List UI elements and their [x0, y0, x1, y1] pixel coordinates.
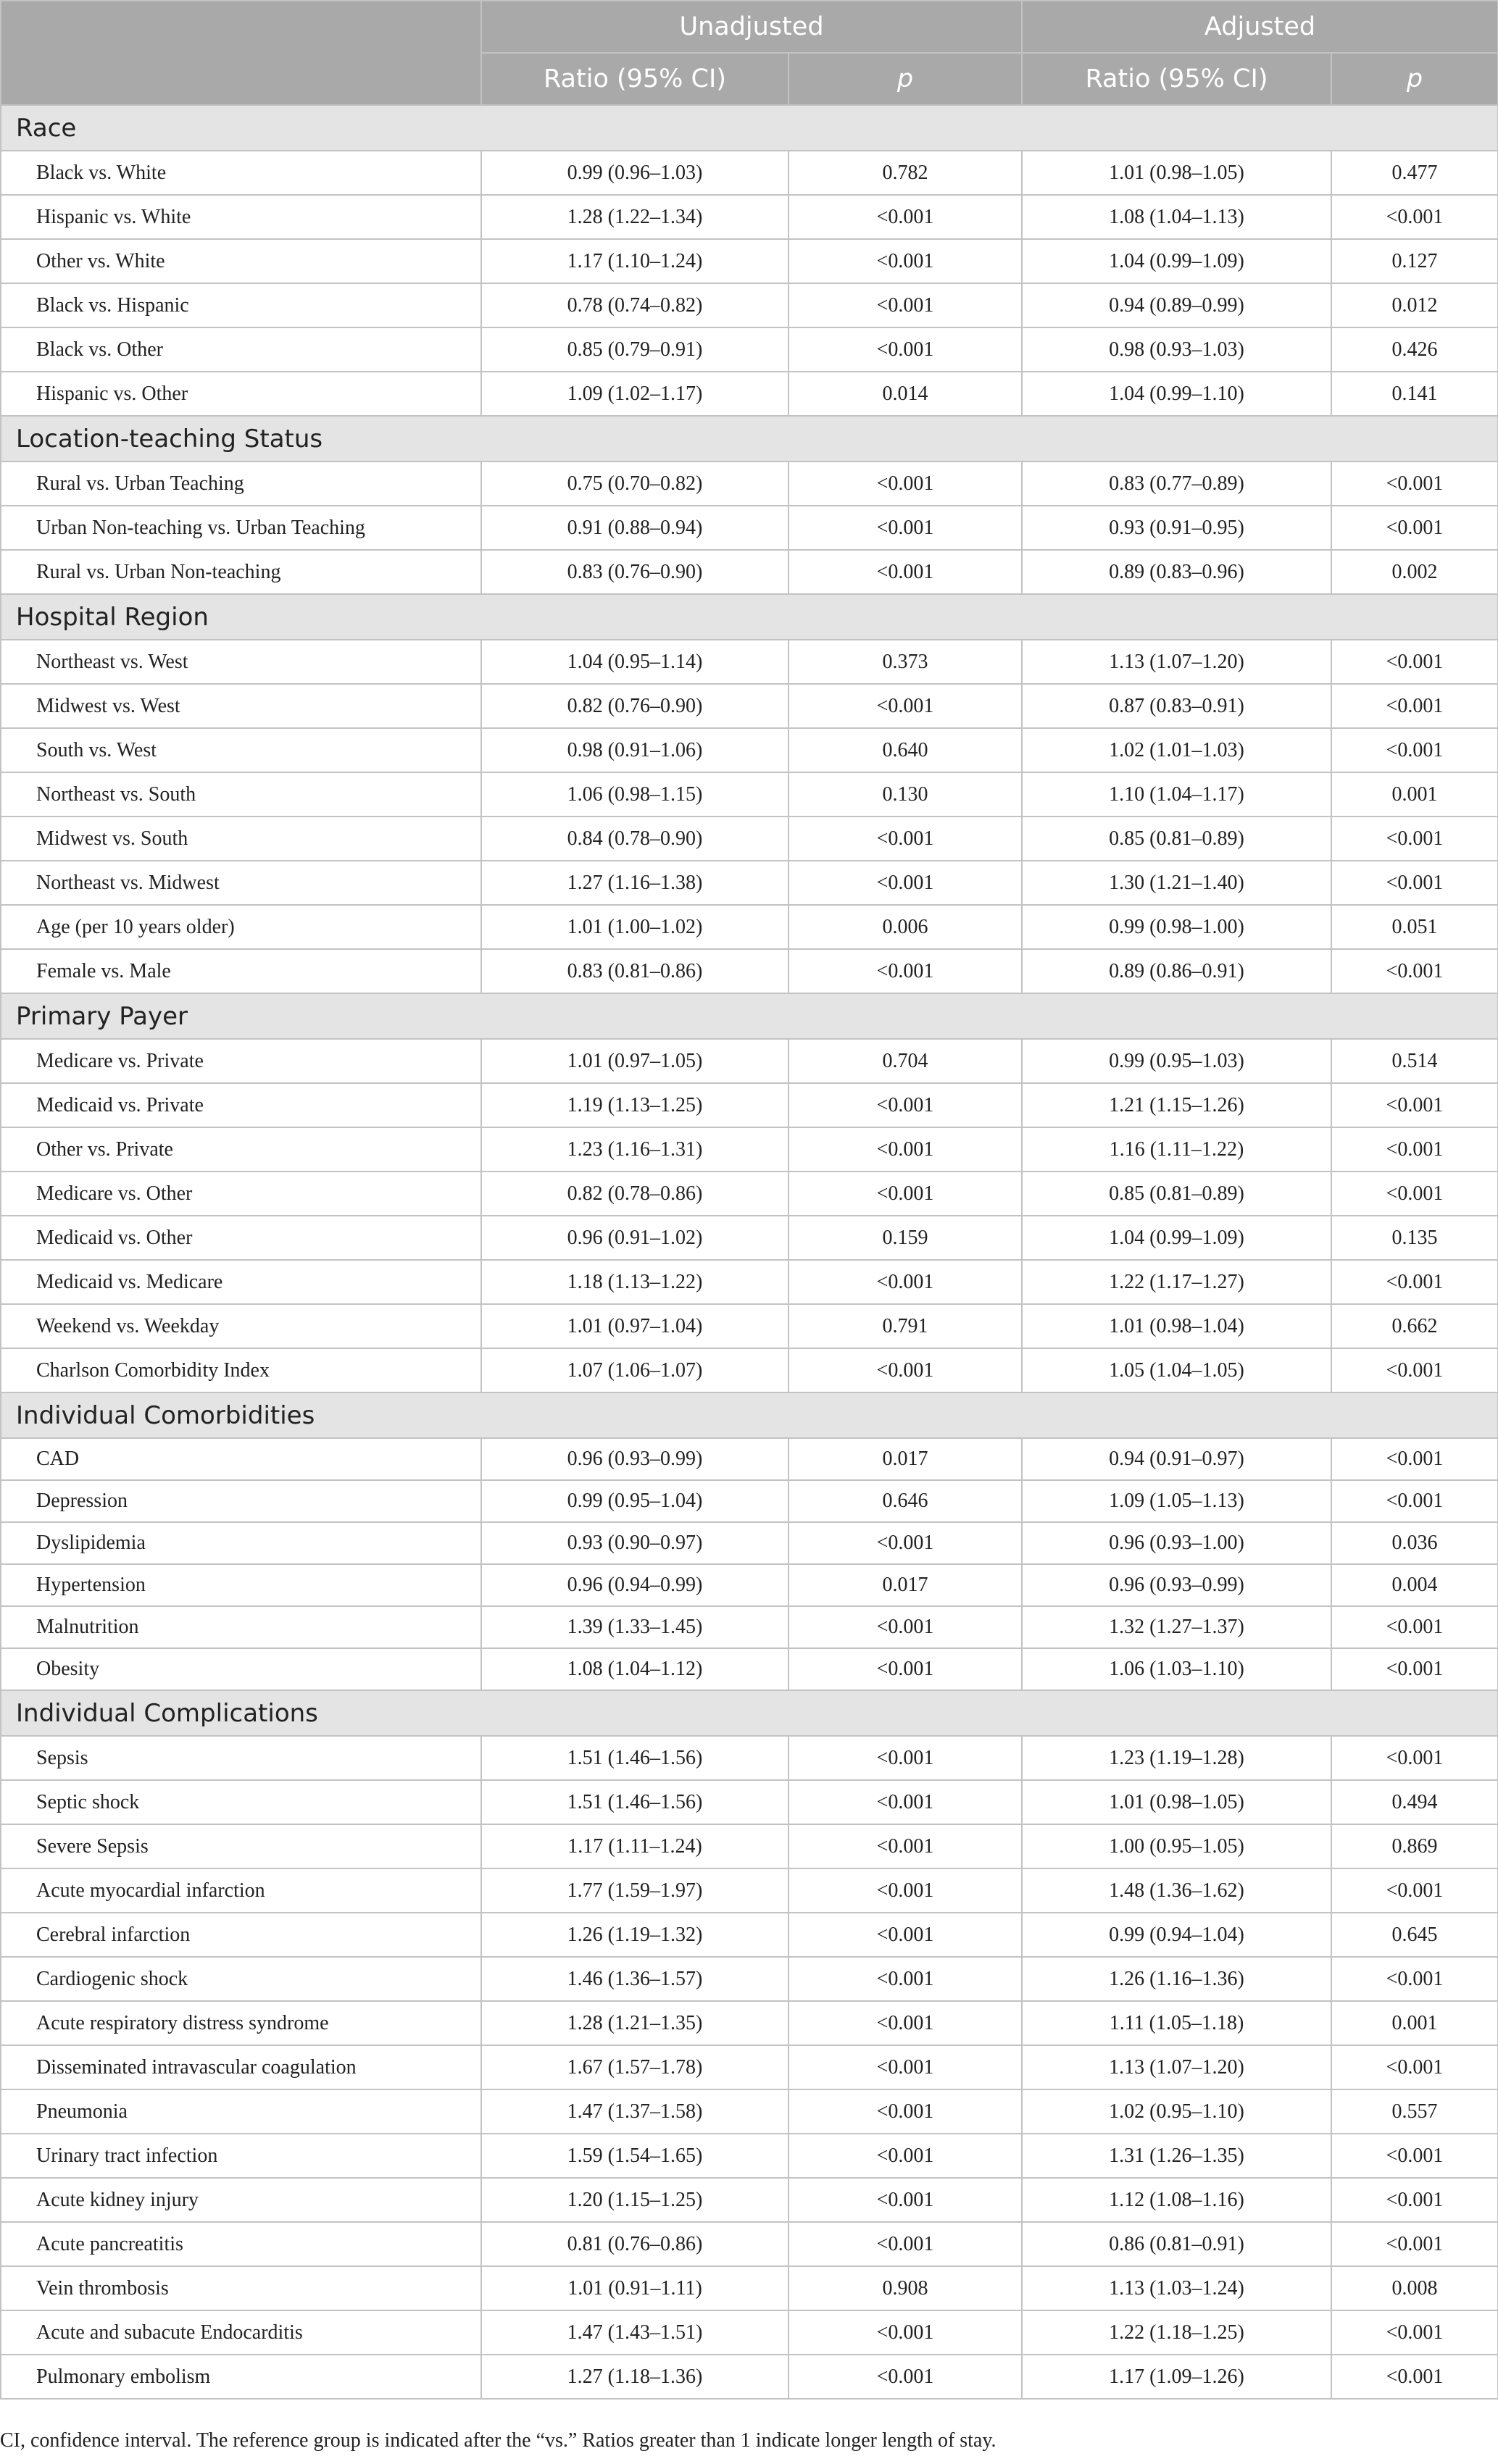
unadjusted-p-cell: 0.782: [788, 151, 1022, 195]
unadjusted-ratio-cell: 1.04 (0.95–1.14): [481, 640, 788, 684]
adjusted-p-cell: 0.001: [1331, 2001, 1498, 2045]
row-label-cell: Pneumonia: [1, 2089, 481, 2134]
table-row: [1, 2178, 1498, 2222]
unadjusted-p-cell: 0.014: [788, 372, 1022, 416]
unadjusted-p-cell: <0.001: [788, 861, 1022, 905]
adjusted-p-cell: 0.004: [1331, 1564, 1498, 1606]
adjusted-p-cell: 0.426: [1331, 327, 1498, 372]
adjusted-ratio-cell: 1.06 (1.03–1.10): [1022, 1648, 1331, 1690]
adjusted-p-cell: <0.001: [1331, 684, 1498, 728]
unadjusted-p-cell: <0.001: [788, 1868, 1022, 1913]
adjusted-ratio-cell: 1.02 (0.95–1.10): [1022, 2089, 1331, 2134]
adjusted-p-cell: <0.001: [1331, 640, 1498, 684]
table-row: [1, 1522, 1498, 1564]
section-title: Hospital Region: [1, 594, 1498, 640]
unadjusted-p-cell: <0.001: [788, 2310, 1022, 2355]
section-header-row: [1, 105, 1498, 151]
table-row: [1, 1736, 1498, 1780]
row-label-cell: Age (per 10 years older): [1, 905, 481, 949]
unadjusted-p-cell: <0.001: [788, 2355, 1022, 2399]
row-label-cell: Urban Non-teaching vs. Urban Teaching: [1, 506, 481, 550]
header-unadjusted-p: p: [788, 53, 1022, 105]
adjusted-ratio-cell: 1.17 (1.09–1.26): [1022, 2355, 1331, 2399]
adjusted-ratio-cell: 0.99 (0.98–1.00): [1022, 905, 1331, 949]
adjusted-p-cell: 0.051: [1331, 905, 1498, 949]
unadjusted-ratio-cell: 0.82 (0.78–0.86): [481, 1172, 788, 1216]
unadjusted-ratio-cell: 1.39 (1.33–1.45): [481, 1606, 788, 1648]
unadjusted-ratio-cell: 1.18 (1.13–1.22): [481, 1260, 788, 1304]
section-title: Individual Comorbidities: [1, 1392, 1498, 1438]
adjusted-ratio-cell: 1.04 (0.99–1.09): [1022, 239, 1331, 283]
adjusted-ratio-cell: 1.22 (1.17–1.27): [1022, 1260, 1331, 1304]
unadjusted-ratio-cell: 1.28 (1.21–1.35): [481, 2001, 788, 2045]
adjusted-p-cell: <0.001: [1331, 1260, 1498, 1304]
unadjusted-p-cell: 0.646: [788, 1480, 1022, 1522]
adjusted-ratio-cell: 1.48 (1.36–1.62): [1022, 1868, 1331, 1913]
unadjusted-ratio-cell: 1.07 (1.06–1.07): [481, 1348, 788, 1392]
adjusted-p-cell: <0.001: [1331, 1348, 1498, 1392]
table-row: [1, 949, 1498, 993]
unadjusted-p-cell: <0.001: [788, 2089, 1022, 2134]
unadjusted-p-cell: <0.001: [788, 1127, 1022, 1172]
adjusted-p-cell: <0.001: [1331, 2222, 1498, 2266]
unadjusted-ratio-cell: 0.99 (0.96–1.03): [481, 151, 788, 195]
row-label-cell: Acute myocardial infarction: [1, 1868, 481, 1913]
row-label-cell: Acute respiratory distress syndrome: [1, 2001, 481, 2045]
table-row: [1, 1480, 1498, 1522]
adjusted-p-cell: <0.001: [1331, 1127, 1498, 1172]
table-row: [1, 1172, 1498, 1216]
header-adjusted: Adjusted: [1022, 1, 1498, 53]
table-header: [1, 1, 1498, 105]
adjusted-ratio-cell: 0.85 (0.81–0.89): [1022, 1172, 1331, 1216]
table-row: [1, 1957, 1498, 2001]
unadjusted-ratio-cell: 1.17 (1.11–1.24): [481, 1824, 788, 1868]
unadjusted-p-cell: <0.001: [788, 327, 1022, 372]
adjusted-ratio-cell: 1.32 (1.27–1.37): [1022, 1606, 1331, 1648]
adjusted-p-cell: 0.557: [1331, 2089, 1498, 2134]
unadjusted-ratio-cell: 1.27 (1.18–1.36): [481, 2355, 788, 2399]
adjusted-p-cell: 0.008: [1331, 2266, 1498, 2310]
adjusted-ratio-cell: 0.94 (0.89–0.99): [1022, 283, 1331, 327]
unadjusted-p-cell: 0.704: [788, 1039, 1022, 1083]
row-label-cell: Female vs. Male: [1, 949, 481, 993]
adjusted-ratio-cell: 1.26 (1.16–1.36): [1022, 1957, 1331, 2001]
adjusted-p-cell: 0.662: [1331, 1304, 1498, 1348]
adjusted-ratio-cell: 0.89 (0.83–0.96): [1022, 550, 1331, 594]
row-label-cell: Northeast vs. South: [1, 772, 481, 817]
adjusted-ratio-cell: 1.13 (1.07–1.20): [1022, 640, 1331, 684]
adjusted-ratio-cell: 1.01 (0.98–1.04): [1022, 1304, 1331, 1348]
table-row: [1, 684, 1498, 728]
row-label-cell: South vs. West: [1, 728, 481, 772]
row-label-cell: Medicaid vs. Medicare: [1, 1260, 481, 1304]
row-label-cell: Medicaid vs. Private: [1, 1083, 481, 1127]
unadjusted-ratio-cell: 1.47 (1.37–1.58): [481, 2089, 788, 2134]
table-row: [1, 2134, 1498, 2178]
unadjusted-p-cell: <0.001: [788, 1648, 1022, 1690]
adjusted-ratio-cell: 1.31 (1.26–1.35): [1022, 2134, 1331, 2178]
adjusted-ratio-cell: 1.22 (1.18–1.25): [1022, 2310, 1331, 2355]
table-row: [1, 2266, 1498, 2310]
row-label-cell: Rural vs. Urban Non-teaching: [1, 550, 481, 594]
row-label-cell: Cardiogenic shock: [1, 1957, 481, 2001]
section-header-row: [1, 1392, 1498, 1438]
unadjusted-ratio-cell: 1.17 (1.10–1.24): [481, 239, 788, 283]
table-row: [1, 1348, 1498, 1392]
table-row: [1, 550, 1498, 594]
section-header-row: [1, 594, 1498, 640]
adjusted-p-cell: <0.001: [1331, 2178, 1498, 2222]
unadjusted-p-cell: <0.001: [788, 2222, 1022, 2266]
adjusted-p-cell: 0.036: [1331, 1522, 1498, 1564]
unadjusted-p-cell: <0.001: [788, 1957, 1022, 2001]
table-row: [1, 2045, 1498, 2089]
unadjusted-p-cell: <0.001: [788, 1736, 1022, 1780]
adjusted-ratio-cell: 0.98 (0.93–1.03): [1022, 327, 1331, 372]
unadjusted-p-cell: 0.159: [788, 1216, 1022, 1260]
row-label-cell: Pulmonary embolism: [1, 2355, 481, 2399]
unadjusted-p-cell: <0.001: [788, 2045, 1022, 2089]
table-row: [1, 2310, 1498, 2355]
row-label-cell: Vein thrombosis: [1, 2266, 481, 2310]
table-row: [1, 1868, 1498, 1913]
row-label-cell: Cerebral infarction: [1, 1913, 481, 1957]
section-title: Individual Complications: [1, 1690, 1498, 1736]
table-row: [1, 1913, 1498, 1957]
adjusted-p-cell: <0.001: [1331, 506, 1498, 550]
unadjusted-p-cell: <0.001: [788, 1780, 1022, 1824]
unadjusted-p-cell: <0.001: [788, 1606, 1022, 1648]
unadjusted-p-cell: 0.017: [788, 1564, 1022, 1606]
unadjusted-ratio-cell: 1.67 (1.57–1.78): [481, 2045, 788, 2089]
unadjusted-ratio-cell: 0.99 (0.95–1.04): [481, 1480, 788, 1522]
table-row: [1, 372, 1498, 416]
unadjusted-ratio-cell: 1.23 (1.16–1.31): [481, 1127, 788, 1172]
unadjusted-p-cell: <0.001: [788, 462, 1022, 506]
header-adjusted-p: p: [1331, 53, 1498, 105]
row-label-cell: Acute and subacute Endocarditis: [1, 2310, 481, 2355]
unadjusted-p-cell: <0.001: [788, 1260, 1022, 1304]
adjusted-p-cell: 0.869: [1331, 1824, 1498, 1868]
adjusted-ratio-cell: 0.99 (0.94–1.04): [1022, 1913, 1331, 1957]
row-label-cell: Medicare vs. Private: [1, 1039, 481, 1083]
adjusted-p-cell: <0.001: [1331, 1172, 1498, 1216]
row-label-cell: Depression: [1, 1480, 481, 1522]
adjusted-p-cell: 0.012: [1331, 283, 1498, 327]
table-row: [1, 1304, 1498, 1348]
table-row: [1, 327, 1498, 372]
unadjusted-ratio-cell: 0.78 (0.74–0.82): [481, 283, 788, 327]
row-label-cell: Other vs. White: [1, 239, 481, 283]
row-label-cell: Septic shock: [1, 1780, 481, 1824]
table-row: [1, 772, 1498, 817]
adjusted-ratio-cell: 1.23 (1.19–1.28): [1022, 1736, 1331, 1780]
adjusted-p-cell: <0.001: [1331, 1083, 1498, 1127]
table-row: [1, 1083, 1498, 1127]
table-row: [1, 195, 1498, 239]
unadjusted-ratio-cell: 1.77 (1.59–1.97): [481, 1868, 788, 1913]
adjusted-p-cell: <0.001: [1331, 195, 1498, 239]
header-unadjusted-ratio: Ratio (95% CI): [481, 53, 788, 105]
adjusted-ratio-cell: 1.05 (1.04–1.05): [1022, 1348, 1331, 1392]
row-label-cell: Midwest vs. West: [1, 684, 481, 728]
unadjusted-p-cell: 0.640: [788, 728, 1022, 772]
adjusted-ratio-cell: 0.99 (0.95–1.03): [1022, 1039, 1331, 1083]
adjusted-p-cell: <0.001: [1331, 2310, 1498, 2355]
adjusted-p-cell: 0.141: [1331, 372, 1498, 416]
row-label-cell: Weekend vs. Weekday: [1, 1304, 481, 1348]
row-label-cell: Charlson Comorbidity Index: [1, 1348, 481, 1392]
unadjusted-p-cell: 0.791: [788, 1304, 1022, 1348]
table-row: [1, 1648, 1498, 1690]
unadjusted-p-cell: <0.001: [788, 684, 1022, 728]
unadjusted-ratio-cell: 1.47 (1.43–1.51): [481, 2310, 788, 2355]
table-row: [1, 817, 1498, 861]
unadjusted-ratio-cell: 0.83 (0.76–0.90): [481, 550, 788, 594]
adjusted-ratio-cell: 1.13 (1.03–1.24): [1022, 2266, 1331, 2310]
adjusted-ratio-cell: 0.85 (0.81–0.89): [1022, 817, 1331, 861]
header-adjusted-ratio: Ratio (95% CI): [1022, 53, 1331, 105]
adjusted-ratio-cell: 1.12 (1.08–1.16): [1022, 2178, 1331, 2222]
row-label-cell: Hispanic vs. White: [1, 195, 481, 239]
unadjusted-p-cell: <0.001: [788, 1172, 1022, 1216]
row-label-cell: Malnutrition: [1, 1606, 481, 1648]
adjusted-ratio-cell: 1.00 (0.95–1.05): [1022, 1824, 1331, 1868]
adjusted-p-cell: <0.001: [1331, 861, 1498, 905]
row-label-cell: Dyslipidemia: [1, 1522, 481, 1564]
adjusted-p-cell: 0.514: [1331, 1039, 1498, 1083]
row-label-cell: Other vs. Private: [1, 1127, 481, 1172]
table-row: [1, 1606, 1498, 1648]
unadjusted-p-cell: <0.001: [788, 2001, 1022, 2045]
adjusted-ratio-cell: 0.86 (0.81–0.91): [1022, 2222, 1331, 2266]
unadjusted-p-cell: <0.001: [788, 239, 1022, 283]
adjusted-ratio-cell: 1.10 (1.04–1.17): [1022, 772, 1331, 817]
unadjusted-ratio-cell: 0.75 (0.70–0.82): [481, 462, 788, 506]
adjusted-p-cell: 0.135: [1331, 1216, 1498, 1260]
adjusted-ratio-cell: 0.96 (0.93–0.99): [1022, 1564, 1331, 1606]
row-label-cell: Sepsis: [1, 1736, 481, 1780]
unadjusted-ratio-cell: 1.46 (1.36–1.57): [481, 1957, 788, 2001]
adjusted-p-cell: 0.477: [1331, 151, 1498, 195]
adjusted-ratio-cell: 1.16 (1.11–1.22): [1022, 1127, 1331, 1172]
unadjusted-ratio-cell: 1.01 (1.00–1.02): [481, 905, 788, 949]
adjusted-ratio-cell: 1.04 (0.99–1.09): [1022, 1216, 1331, 1260]
adjusted-ratio-cell: 1.21 (1.15–1.26): [1022, 1083, 1331, 1127]
unadjusted-p-cell: <0.001: [788, 2134, 1022, 2178]
table-row: [1, 1216, 1498, 1260]
unadjusted-p-cell: <0.001: [788, 1522, 1022, 1564]
unadjusted-ratio-cell: 0.98 (0.91–1.06): [481, 728, 788, 772]
table-row: [1, 506, 1498, 550]
unadjusted-p-cell: <0.001: [788, 949, 1022, 993]
adjusted-ratio-cell: 0.94 (0.91–0.97): [1022, 1438, 1331, 1480]
adjusted-ratio-cell: 1.11 (1.05–1.18): [1022, 2001, 1331, 2045]
adjusted-ratio-cell: 1.08 (1.04–1.13): [1022, 195, 1331, 239]
table-row: [1, 728, 1498, 772]
unadjusted-p-cell: 0.017: [788, 1438, 1022, 1480]
table-row: [1, 2355, 1498, 2399]
table-row: [1, 1438, 1498, 1480]
row-label-cell: Midwest vs. South: [1, 817, 481, 861]
table-footnote: CI, confidence interval. The reference group is indicated after the “vs.” Ratios greater than 1 indicate longer length of stay.: [0, 2429, 996, 2452]
unadjusted-p-cell: 0.373: [788, 640, 1022, 684]
adjusted-p-cell: <0.001: [1331, 1480, 1498, 1522]
row-label-cell: Rural vs. Urban Teaching: [1, 462, 481, 506]
table-row: [1, 283, 1498, 327]
adjusted-ratio-cell: 0.89 (0.86–0.91): [1022, 949, 1331, 993]
row-label-cell: Severe Sepsis: [1, 1824, 481, 1868]
table-row: [1, 462, 1498, 506]
unadjusted-p-cell: <0.001: [788, 817, 1022, 861]
unadjusted-ratio-cell: 1.27 (1.16–1.38): [481, 861, 788, 905]
row-label-cell: Hypertension: [1, 1564, 481, 1606]
unadjusted-ratio-cell: 1.06 (0.98–1.15): [481, 772, 788, 817]
adjusted-p-cell: <0.001: [1331, 1868, 1498, 1913]
unadjusted-ratio-cell: 0.91 (0.88–0.94): [481, 506, 788, 550]
header-blank-cell: [1, 1, 481, 105]
row-label-cell: Black vs. Other: [1, 327, 481, 372]
unadjusted-ratio-cell: 0.96 (0.91–1.02): [481, 1216, 788, 1260]
adjusted-p-cell: <0.001: [1331, 1648, 1498, 1690]
unadjusted-p-cell: <0.001: [788, 1083, 1022, 1127]
adjusted-ratio-cell: 1.01 (0.98–1.05): [1022, 1780, 1331, 1824]
table-row: [1, 1824, 1498, 1868]
adjusted-ratio-cell: 0.93 (0.91–0.95): [1022, 506, 1331, 550]
unadjusted-ratio-cell: 1.01 (0.91–1.11): [481, 2266, 788, 2310]
table-row: [1, 1039, 1498, 1083]
row-label-cell: Black vs. Hispanic: [1, 283, 481, 327]
adjusted-ratio-cell: 1.04 (0.99–1.10): [1022, 372, 1331, 416]
unadjusted-p-cell: <0.001: [788, 506, 1022, 550]
adjusted-ratio-cell: 0.87 (0.83–0.91): [1022, 684, 1331, 728]
unadjusted-ratio-cell: 1.51 (1.46–1.56): [481, 1780, 788, 1824]
adjusted-p-cell: <0.001: [1331, 949, 1498, 993]
unadjusted-ratio-cell: 0.96 (0.93–0.99): [481, 1438, 788, 1480]
row-label-cell: Northeast vs. Midwest: [1, 861, 481, 905]
adjusted-ratio-cell: 1.09 (1.05–1.13): [1022, 1480, 1331, 1522]
unadjusted-p-cell: <0.001: [788, 2178, 1022, 2222]
adjusted-p-cell: 0.002: [1331, 550, 1498, 594]
adjusted-p-cell: 0.494: [1331, 1780, 1498, 1824]
unadjusted-ratio-cell: 1.19 (1.13–1.25): [481, 1083, 788, 1127]
adjusted-p-cell: 0.645: [1331, 1913, 1498, 1957]
unadjusted-p-cell: <0.001: [788, 550, 1022, 594]
unadjusted-ratio-cell: 1.01 (0.97–1.04): [481, 1304, 788, 1348]
adjusted-p-cell: <0.001: [1331, 2134, 1498, 2178]
adjusted-p-cell: <0.001: [1331, 462, 1498, 506]
row-label-cell: CAD: [1, 1438, 481, 1480]
unadjusted-ratio-cell: 1.28 (1.22–1.34): [481, 195, 788, 239]
table-row: [1, 1127, 1498, 1172]
unadjusted-ratio-cell: 1.51 (1.46–1.56): [481, 1736, 788, 1780]
unadjusted-ratio-cell: 0.81 (0.76–0.86): [481, 2222, 788, 2266]
adjusted-ratio-cell: 0.83 (0.77–0.89): [1022, 462, 1331, 506]
adjusted-p-cell: <0.001: [1331, 1438, 1498, 1480]
table-row: [1, 2222, 1498, 2266]
unadjusted-ratio-cell: 1.20 (1.15–1.25): [481, 2178, 788, 2222]
adjusted-ratio-cell: 0.96 (0.93–1.00): [1022, 1522, 1331, 1564]
section-title: Location-teaching Status: [1, 416, 1498, 462]
adjusted-p-cell: <0.001: [1331, 2045, 1498, 2089]
unadjusted-ratio-cell: 0.82 (0.76–0.90): [481, 684, 788, 728]
section-title: Race: [1, 105, 1498, 151]
adjusted-ratio-cell: 1.01 (0.98–1.05): [1022, 151, 1331, 195]
unadjusted-p-cell: <0.001: [788, 1824, 1022, 1868]
adjusted-p-cell: <0.001: [1331, 817, 1498, 861]
unadjusted-ratio-cell: 1.26 (1.19–1.32): [481, 1913, 788, 1957]
table-row: [1, 1564, 1498, 1606]
row-label-cell: Northeast vs. West: [1, 640, 481, 684]
row-label-cell: Acute kidney injury: [1, 2178, 481, 2222]
row-label-cell: Medicaid vs. Other: [1, 1216, 481, 1260]
unadjusted-p-cell: 0.006: [788, 905, 1022, 949]
row-label-cell: Urinary tract infection: [1, 2134, 481, 2178]
row-label-cell: Acute pancreatitis: [1, 2222, 481, 2266]
adjusted-p-cell: <0.001: [1331, 1957, 1498, 2001]
unadjusted-ratio-cell: 0.85 (0.79–0.91): [481, 327, 788, 372]
unadjusted-p-cell: <0.001: [788, 1913, 1022, 1957]
row-label-cell: Medicare vs. Other: [1, 1172, 481, 1216]
row-label-cell: Black vs. White: [1, 151, 481, 195]
adjusted-p-cell: 0.127: [1331, 239, 1498, 283]
unadjusted-ratio-cell: 1.09 (1.02–1.17): [481, 372, 788, 416]
section-header-row: [1, 1690, 1498, 1736]
unadjusted-ratio-cell: 0.93 (0.90–0.97): [481, 1522, 788, 1564]
table-row: [1, 905, 1498, 949]
section-title: Primary Payer: [1, 993, 1498, 1039]
unadjusted-ratio-cell: 0.83 (0.81–0.86): [481, 949, 788, 993]
unadjusted-p-cell: <0.001: [788, 1348, 1022, 1392]
header-unadjusted: Unadjusted: [481, 1, 1022, 53]
unadjusted-ratio-cell: 1.59 (1.54–1.65): [481, 2134, 788, 2178]
adjusted-p-cell: <0.001: [1331, 1736, 1498, 1780]
table-row: [1, 640, 1498, 684]
unadjusted-p-cell: 0.908: [788, 2266, 1022, 2310]
table-row: [1, 1780, 1498, 1824]
unadjusted-ratio-cell: 1.08 (1.04–1.12): [481, 1648, 788, 1690]
adjusted-ratio-cell: 1.02 (1.01–1.03): [1022, 728, 1331, 772]
row-label-cell: Hispanic vs. Other: [1, 372, 481, 416]
unadjusted-ratio-cell: 0.96 (0.94–0.99): [481, 1564, 788, 1606]
adjusted-p-cell: <0.001: [1331, 2355, 1498, 2399]
section-header-row: [1, 416, 1498, 462]
table-body: [1, 105, 1498, 2399]
table-row: [1, 239, 1498, 283]
table-row: [1, 861, 1498, 905]
unadjusted-ratio-cell: 1.01 (0.97–1.05): [481, 1039, 788, 1083]
unadjusted-p-cell: <0.001: [788, 283, 1022, 327]
adjusted-p-cell: <0.001: [1331, 728, 1498, 772]
adjusted-ratio-cell: 1.30 (1.21–1.40): [1022, 861, 1331, 905]
table-row: [1, 2001, 1498, 2045]
unadjusted-p-cell: <0.001: [788, 195, 1022, 239]
section-header-row: [1, 993, 1498, 1039]
adjusted-ratio-cell: 1.13 (1.07–1.20): [1022, 2045, 1331, 2089]
unadjusted-p-cell: 0.130: [788, 772, 1022, 817]
unadjusted-ratio-cell: 0.84 (0.78–0.90): [481, 817, 788, 861]
table-row: [1, 2089, 1498, 2134]
table-row: [1, 1260, 1498, 1304]
row-label-cell: Disseminated intravascular coagulation: [1, 2045, 481, 2089]
table-row: [1, 151, 1498, 195]
row-label-cell: Obesity: [1, 1648, 481, 1690]
adjusted-p-cell: <0.001: [1331, 1606, 1498, 1648]
adjusted-p-cell: 0.001: [1331, 772, 1498, 817]
